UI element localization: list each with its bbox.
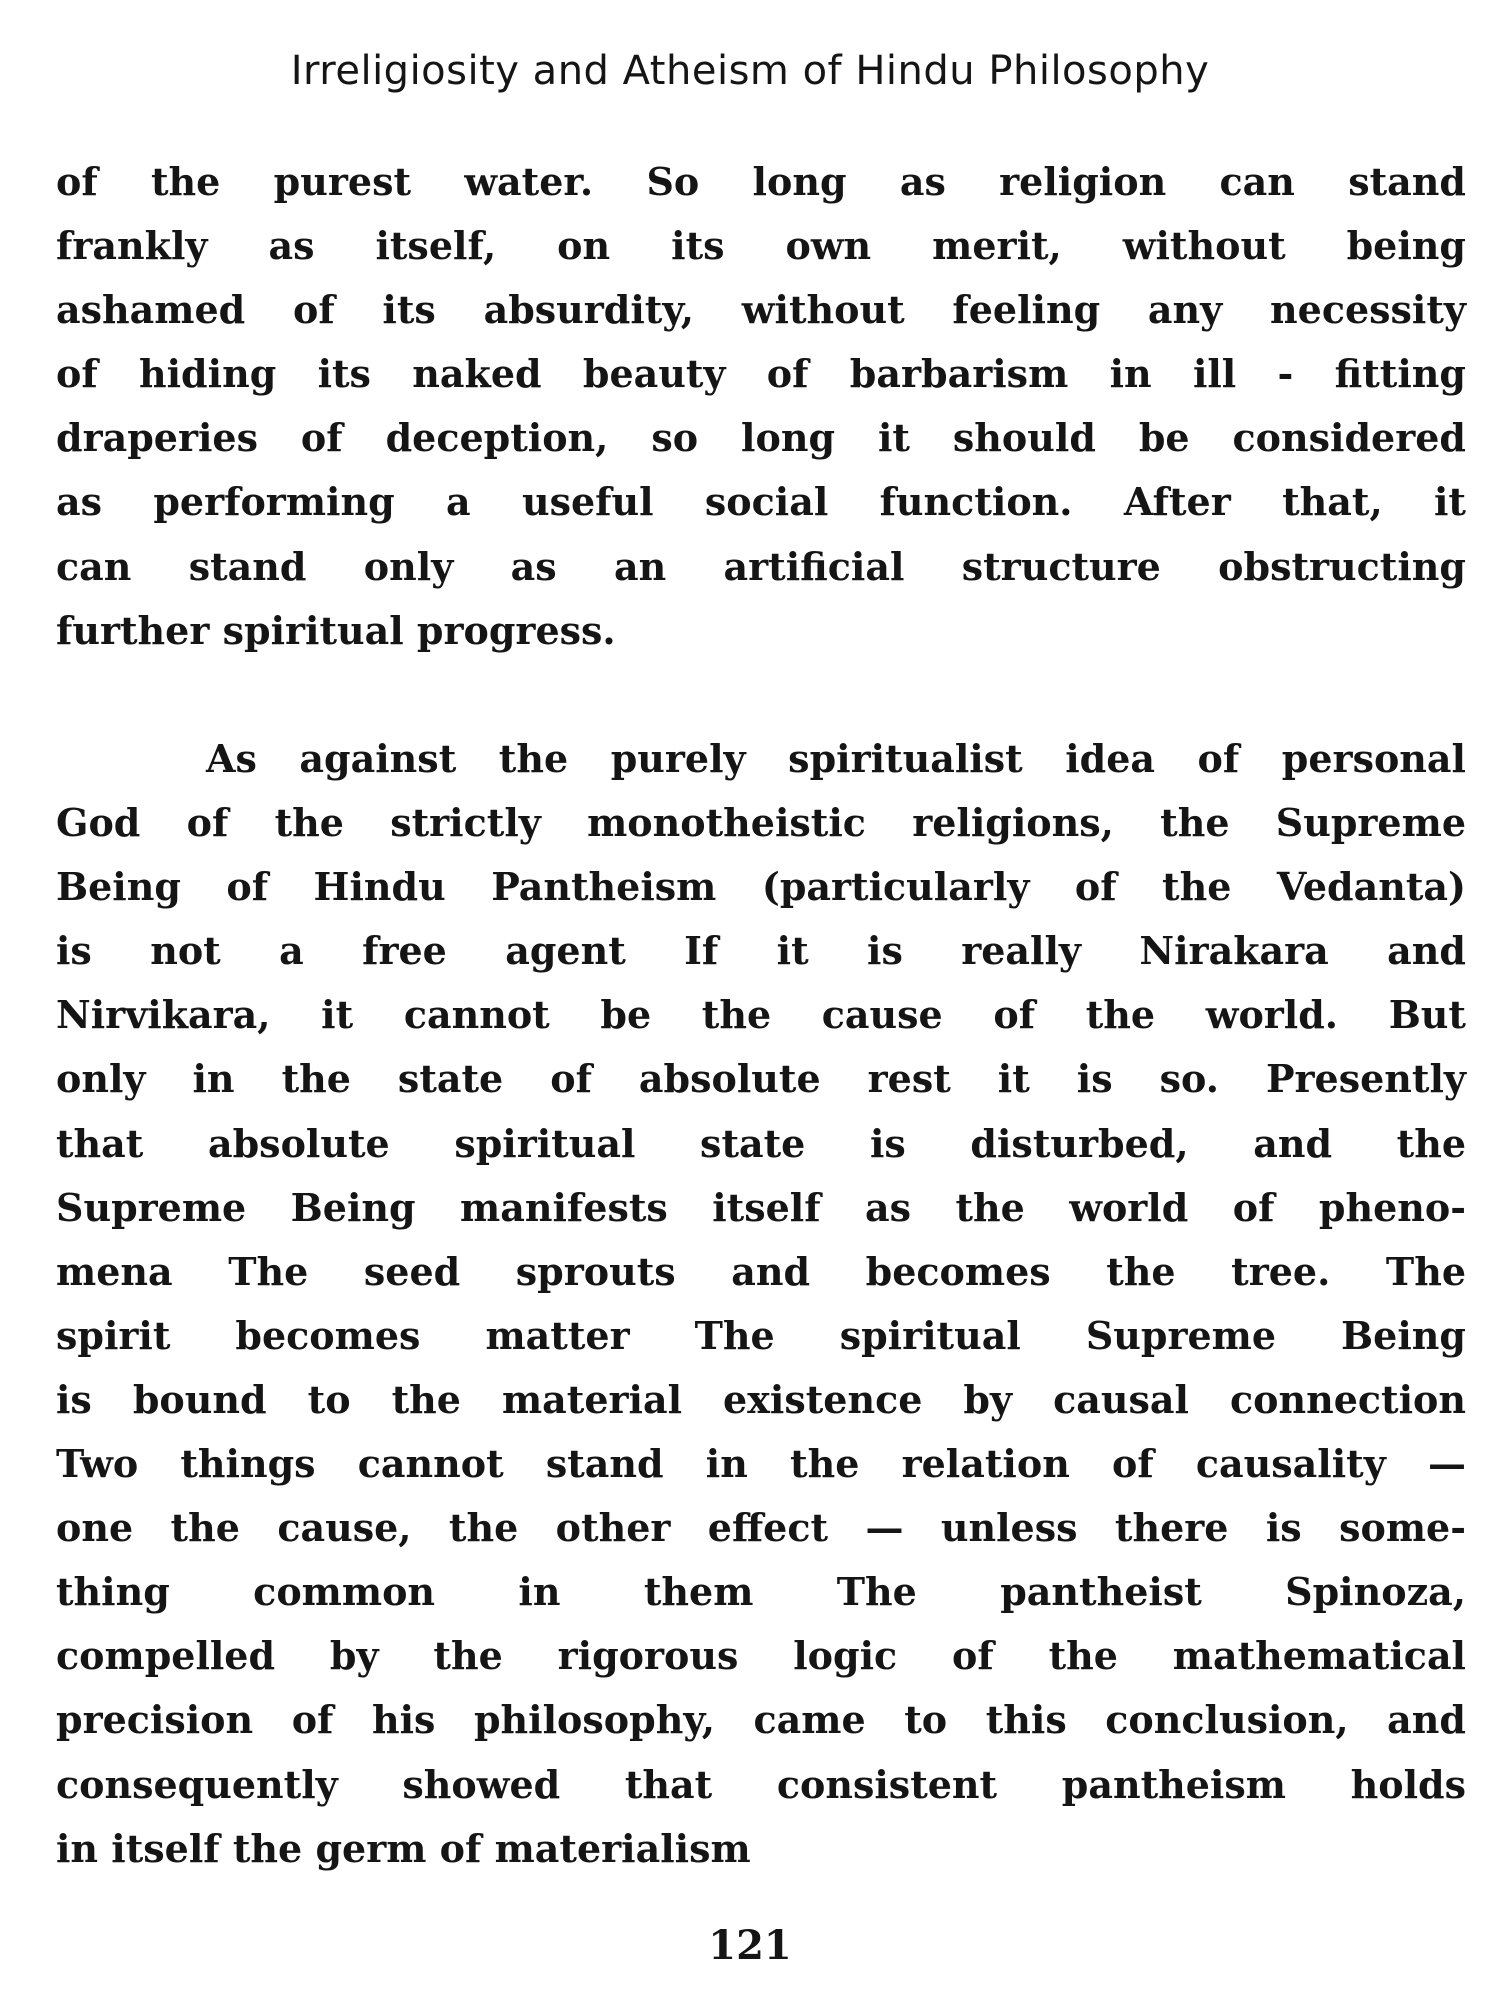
text-line: spirit becomes matter The spiritual Supreme Being [56,1312,1466,1358]
page-number: 121 [708,1922,792,1969]
text-line: in itself the germ of materialism [56,1825,751,1871]
text-line: mena The seed sprouts and becomes the tree. The [56,1248,1466,1294]
text-line: of the purest water. So long as religion can stand [56,159,1466,204]
text-line: precision of his philosophy, came to this conclusion, and [56,1697,1466,1743]
text-line: draperies of deception, so long it should be considered [56,415,1466,461]
text-line: As against the purely spiritualist idea of personal [206,736,1466,781]
text-line: compelled by the rigorous logic of the mathematical [56,1633,1466,1679]
text-line: consequently showed that consistent pantheism holds [56,1761,1466,1807]
text-line: only in the state of absolute rest it is so. Presently [56,1056,1466,1102]
text-line: ashamed of its absurdity, without feeling any necessity [56,287,1466,333]
text-line: frankly as itself, on its own merit, without being [56,223,1466,269]
text-line: can stand only as an artificial structure obstructing [56,543,1466,589]
text-line: Being of Hindu Pantheism (particularly of the Vedanta) [56,864,1466,910]
text-line: Two things cannot stand in the relation of causality — [56,1441,1466,1487]
text-line: further spiritual progress. [56,607,616,653]
text-line: Supreme Being manifests itself as the world of pheno- [56,1184,1466,1230]
text-line: of hiding its naked beauty of barbarism in ill - fitting [56,351,1466,397]
text-line: as performing a useful social function. After that, it [56,479,1466,525]
text-line: Nirvikara, it cannot be the cause of the world. But [56,992,1466,1038]
text-line: one the cause, the other effect — unless there is some- [56,1505,1466,1551]
text-line: thing common in them The pantheist Spinoza, [56,1569,1466,1615]
paragraph-2 [56,727,1466,1881]
paragraph-1 [56,150,1466,663]
text-line: is not a free agent If it is really Nirakara and [56,928,1466,974]
running-title: Irreligiosity and Atheism of Hindu Philosophy [290,48,1210,94]
text-line: is bound to the material existence by causal connection [56,1376,1466,1422]
text-line: God of the strictly monotheistic religions, the Supreme [56,800,1466,846]
text-line: that absolute spiritual state is disturbed, and the [56,1120,1466,1166]
